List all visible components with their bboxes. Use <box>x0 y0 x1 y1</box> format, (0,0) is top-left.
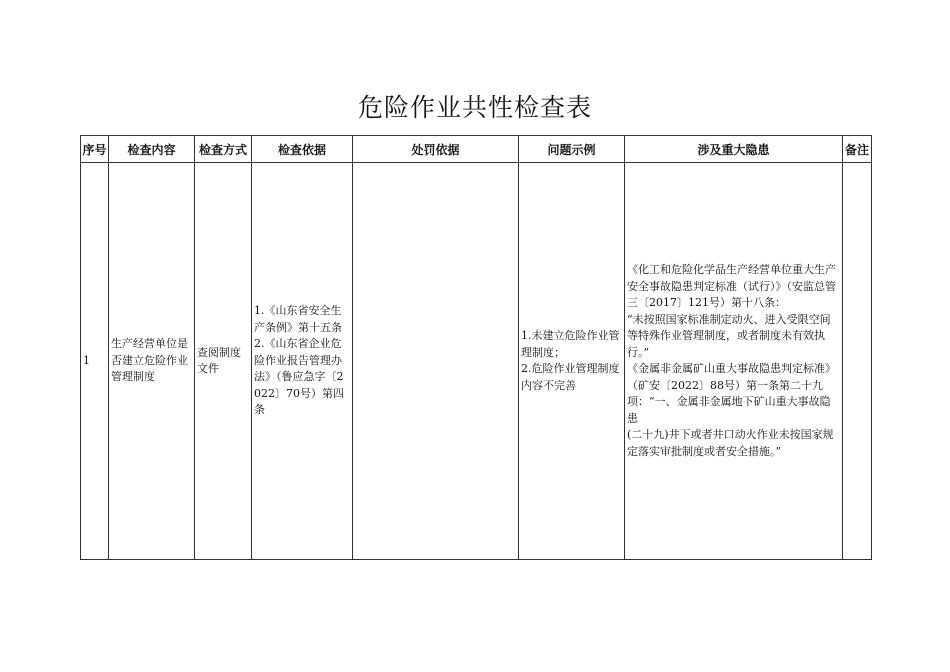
hazard-line: (二十九)井下或者井口动火作业未按国家规定落实审批制度或者安全措施。” <box>627 428 834 458</box>
hazard-line: 《化工和危险化学品生产经营单位重大生产安全事故隐患判定标准（试行）》（安监总管三〔2017〕121号）第十八条： <box>627 263 836 309</box>
header-examples: 问题示例 <box>519 136 625 163</box>
cell-hazards <box>625 163 843 560</box>
basis-line: 2.《山东省企业危险作业报告管理办法》（鲁应急字〔2022〕70号）第四条 <box>254 337 344 417</box>
cell-seq: 1 <box>81 163 109 560</box>
example-line: 2.危险作业管理制度内容不完善 <box>521 362 620 392</box>
example-line: 1.未建立危险作业管理制度； <box>521 329 620 359</box>
table-row <box>81 163 872 560</box>
page-title: 危险作业共性检查表 <box>357 93 592 122</box>
header-remarks: 备注 <box>843 136 872 163</box>
header-basis: 检查依据 <box>252 136 353 163</box>
header-hazards: 涉及重大隐患 <box>625 136 843 163</box>
header-penalty: 处罚依据 <box>353 136 519 163</box>
basis-line: 1.《山东省安全生产条例》第十五条 <box>254 304 342 334</box>
hazard-line: “未按照国家标准制定动火、进入受限空间等特殊作业管理制度，或者制度未有效执行。” <box>627 312 831 359</box>
hazard-line: 《金属非金属矿山重大事故隐患判定标准》（矿安〔2022〕88号）第一条第二十九项：“一、金属非金属地下矿山重大事故隐患 <box>627 362 836 425</box>
header-content: 检查内容 <box>109 136 195 163</box>
cell-basis <box>252 163 353 560</box>
cell-examples <box>519 163 625 560</box>
cell-penalty <box>353 163 519 560</box>
cell-remarks <box>843 163 872 560</box>
cell-content: 生产经营单位是否建立危险作业管理制度 <box>109 163 195 560</box>
header-seq: 序号 <box>81 136 109 163</box>
header-method: 检查方式 <box>195 136 252 163</box>
cell-method: 查阅制度文件 <box>195 163 252 560</box>
inspection-table <box>80 135 872 560</box>
table-header-row <box>81 136 872 163</box>
